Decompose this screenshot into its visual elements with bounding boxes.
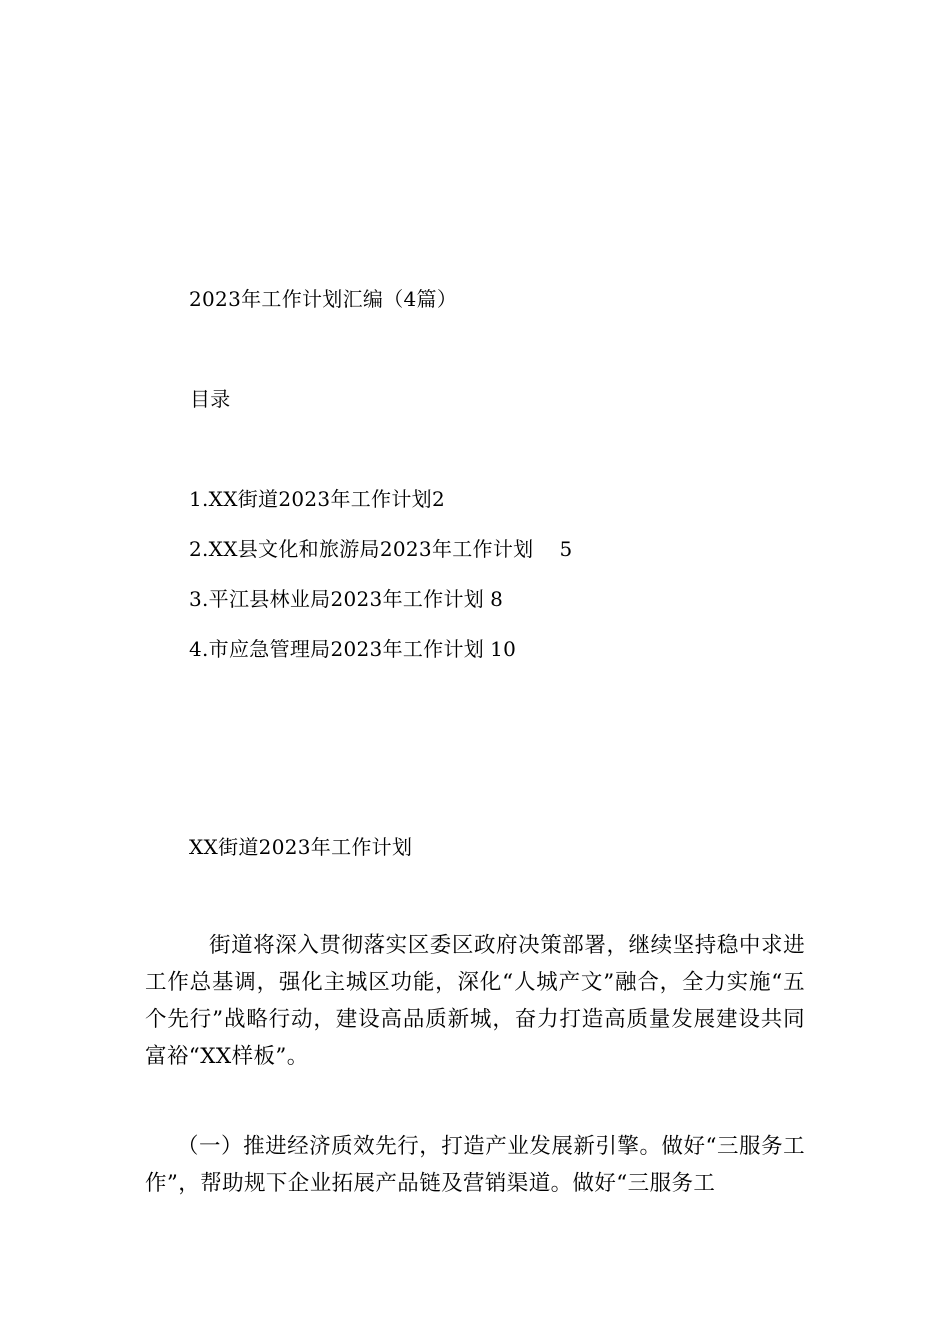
toc-item — [189, 535, 573, 563]
toc-heading: 目录 — [190, 387, 231, 411]
toc-item-label: 4.市应急管理局2023年工作计划 — [189, 637, 485, 661]
section-title: XX街道2023年工作计划 — [189, 835, 413, 859]
toc-item-page: 10 — [490, 637, 517, 661]
toc-item — [189, 635, 516, 663]
toc-item-page: 8 — [490, 587, 504, 611]
body-paragraph: （一）推进经济质效先行，打造产业发展新引擎。做好“三服务工作”，帮助规下企业拓展产品链及营销渠道。做好“三服务工 — [145, 1134, 805, 1196]
body-paragraph: 街道将深入贯彻落实区委区政府决策部署，继续坚持稳中求进工作总基调，强化主城区功能，深化“人城产文”融合，全力实施“五个先行”战略行动，建设高品质新城，奋力打造高质量发展建设共同富裕“XX样板”。 — [145, 933, 805, 1069]
toc-item-label: 1.XX街道2023年工作计划 — [189, 487, 432, 511]
toc-item-page: 5 — [559, 537, 573, 561]
toc-item-label: 3.平江县林业局2023年工作计划 — [189, 587, 485, 611]
document-title: 2023年工作计划汇编（4篇） — [189, 287, 458, 311]
toc-item-label: 2.XX县文化和旅游局2023年工作计划 — [189, 537, 534, 561]
toc-item — [189, 585, 503, 613]
toc-item-page: 2 — [431, 487, 445, 511]
toc-item — [189, 485, 445, 513]
